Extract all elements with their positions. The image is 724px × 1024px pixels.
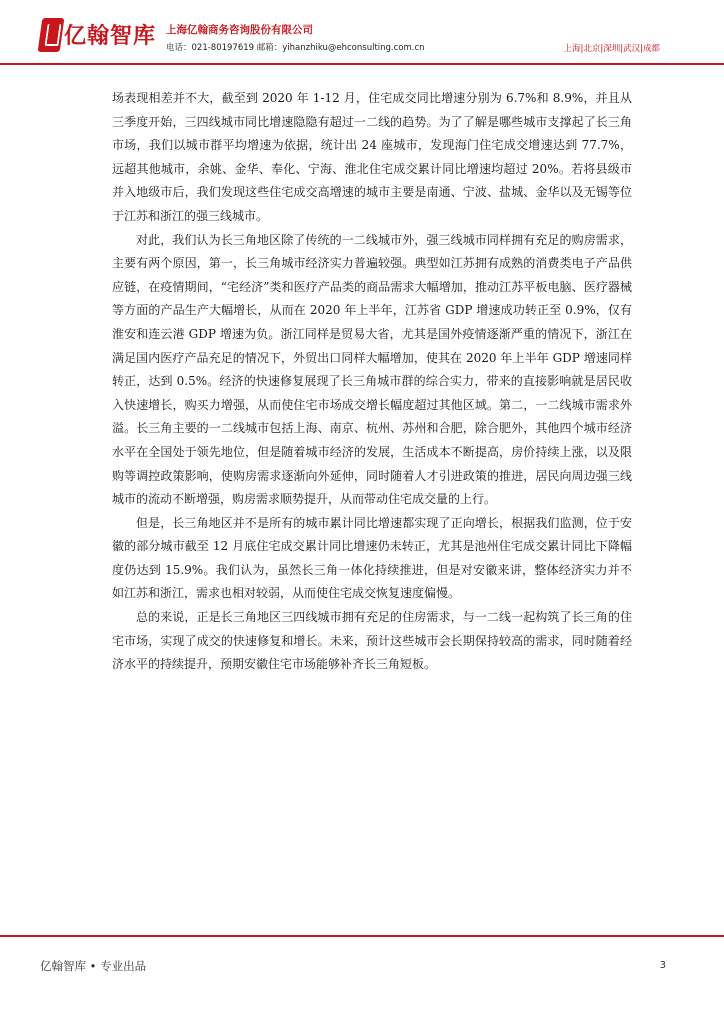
paragraph-4: 总的来说，正是长三角地区三四线城市拥有充足的住房需求，与一二线一起构筑了长三角的住宅市场，实现了成交的快速修复和增长。未来，预计这些城市会长期保持较高的需求，同时随着经济水平的持续提升，预期安徽住宅市场能够补齐长三角短板。 bbox=[112, 610, 632, 672]
footer-divider bbox=[0, 935, 724, 937]
contact-info: 电话：021-80197619 邮箱：yihanzhiku@ehconsulting.com.cn bbox=[166, 43, 425, 53]
header-divider bbox=[0, 63, 724, 65]
paragraph-2: 对此，我们认为长三角地区除了传统的一二线城市外，强三线城市同样拥有充足的购房需求，主要有两个原因，第一，长三角城市经济实力普遍较强。典型如江苏拥有成熟的消费类电子产品供应链，在疫情期间，“宅经济”类和医疗产品类的商品需求大幅增加，推动江苏平板电脑、医疗器械等方面的产品生产大幅增长，从而在 2020 年上半年，江苏省 GDP 增速成功转正至 0.9%，仅有淮安和连云港 GDP 增速为负。浙江同样是贸易大省，尤其是国外疫情逐渐严重的情况下，浙江在满足国内医疗产品充足的情况下，外贸出口同样大幅增加，使其在 2020 年上半年 GDP 增速同样转正，达到 0.5%。经济的快速修复展现了长三角城市群的综合实力，带来的直接影响就是居民收入快速增长，购买力增强，从而使住宅市场成交增长幅度超过其他区域。第二，一二线城市需求外溢。长三角主要的一二线城市包括上海、南京、杭州、苏州和合肥，除合肥外，其他四个城市经济水平在全国处于领先地位，但是随着城市经济的发展，生活成本不断提高，房价持续上涨，以及限购等调控政策影响，使购房需求逐渐向外延伸，同时随着人才引进政策的推进，居民向周边强三线城市的流动不断增强，购房需求顺势提升，从而带动住宅成交量的上行。 bbox=[112, 232, 632, 507]
footer-credit: 亿翰智库 • 专业出品 bbox=[40, 959, 147, 973]
page-number: 3 bbox=[659, 960, 666, 971]
paragraph-3: 但是，长三角地区并不是所有的城市累计同比增速都实现了正向增长，根据我们监测，位于安徽的部分城市截至 12 月底住宅成交累计同比增速仍未转正，尤其是池州住宅成交累计同比下降幅度仍达到 15.9%。我们认为，虽然长三角一体化持续推进，但是对安徽来讲，整体经济实力并不如江苏和浙江，需求也相对较弱，从而使住宅成交恢复速度偏慢。 bbox=[112, 515, 632, 601]
office-cities: 上海|北京|深圳|武汉|成都 bbox=[563, 44, 660, 54]
company-name: 上海亿翰商务咨询股份有限公司 bbox=[166, 24, 313, 36]
paragraph-1: 场表现相差并不大，截至到 2020 年 1-12 月，住宅成交同比增速分别为 6.7%和 8.9%，并且从三季度开始，三四线城市同比增速隐隐有超过一二线的趋势。为了了解是哪些城市支撑起了长三角市场，我们以城市群平均增速为依据，统计出 24 座城市，发现海门住宅成交增速达到 77.7%，远超其他城市，余姚、金华、奉化、宁海、淮北住宅成交累计同比增速均超过 20%。若将县级市并入地级市后，我们发现这些住宅成交高增速的城市主要是南通、宁波、盐城、金华以及无锡等位于江苏和浙江的强三线城市。 bbox=[112, 91, 632, 223]
document-body bbox=[112, 87, 632, 677]
page-header bbox=[0, 0, 724, 66]
brand-name: 亿翰智库 bbox=[64, 24, 157, 49]
brand-logo-icon bbox=[38, 18, 65, 52]
